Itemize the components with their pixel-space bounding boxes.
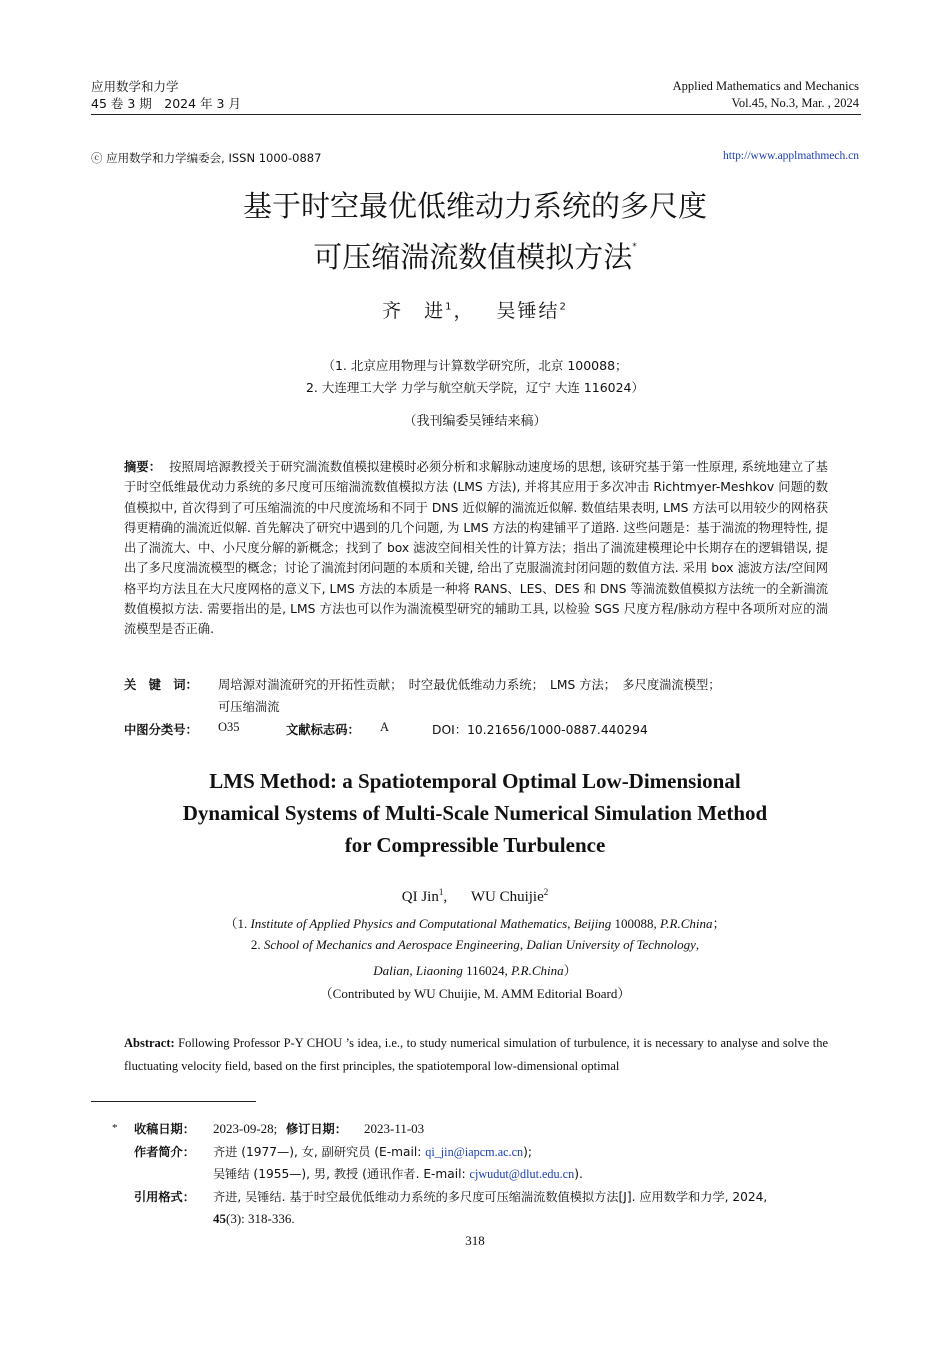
affiliation-en-1: （1. Institute of Applied Physics and Computational Mathematics, Beijing 100088, P.R.China；: [224, 916, 726, 931]
abstract-cn: [124, 457, 828, 640]
abstract-en-text: Following Professor P-Y CHOU ’s idea, i.e., to study numerical simulation of turbulence, it is necessary to analyse and solve the fluctuating velocity field, based on the first principles, the spatiotemporal low-dimensional optimal: [124, 1036, 828, 1073]
footnote-rule: [91, 1101, 256, 1102]
page-number: 318: [465, 1233, 485, 1248]
cite-text: 齐进, 吴锤结. 基于时空最优低维动力系统的多尺度可压缩湍流数值模拟方法[J]. 应用数学和力学, 2024,: [213, 1190, 768, 1204]
authors-cn: 齐 进$^1$， 吴锤结$^2$: [382, 300, 568, 322]
doi: DOI：10.21656/1000-0887.440294: [432, 723, 648, 737]
author-qi-cn: 齐 进: [382, 300, 446, 322]
header-rule: [91, 114, 861, 115]
email-wu-link[interactable]: cjwudut@dlut.edu.cn: [469, 1167, 575, 1181]
clc-label: 中图分类号：: [124, 723, 198, 737]
bio-label: 作者简介：: [134, 1145, 195, 1159]
title-en-line2: Dynamical Systems of Multi-Scale Numerical Simulation Method: [182, 801, 768, 825]
received-value: 2023-09-28;: [213, 1121, 278, 1136]
issue-cn: 45 卷 3 期 2024 年 3 月: [91, 96, 241, 111]
author-wu-cn: 吴锤结: [496, 300, 560, 322]
keywords-line1: 周培源对湍流研究的开拓性贡献； 时空最优低维动力系统； LMS 方法； 多尺度湍流模型；: [218, 678, 721, 692]
revised-label: 修订日期：: [286, 1122, 347, 1136]
copyright-line: ⓒ 应用数学和力学编委会, ISSN 1000-0887: [91, 151, 322, 165]
keywords-line2: 可压缩湍流: [218, 700, 280, 714]
bio-wu: 吴锤结 (1955—), 男, 教授 (通讯作者. E-mail: cjwudut@dlut.edu.cn).: [213, 1167, 583, 1181]
affiliation-cn-1: （1. 北京应用物理与计算数学研究所，北京 100088；: [322, 358, 628, 373]
affiliation-en-2: 2. School of Mechanics and Aerospace Engineering, Dalian University of Technology,: [250, 937, 700, 952]
clc-value: O35: [218, 720, 240, 734]
contributed-cn: （我刊编委吴锤结来稿）: [403, 414, 547, 429]
footnote-star: *: [112, 1122, 118, 1134]
abstract-cn-text: 按照周培源教授关于研究湍流数值模拟建模时必须分析和求解脉动速度场的思想, 该研究基于第一性原理, 系统地建立了基于时空低维最优动力系统的多尺度可压缩湍流数值模拟方法 (LMS 方法), 并将其应用于多次冲击 Richtmyer-Meshkov 问题的数值模拟中, 首次得到了可压缩湍流的中尺度流场和不同于 DNS 近似解的湍流近似解. 数值结果表明, LMS 方法可以用较少的网格获得更精确的湍流近似解. 首先解决了研究中遇到的几个问题, 为 LMS 方法的构建铺平了道路. 这些问题是：基于湍流的物理特性, 提出了湍流大、中、小尺度分解的新概念；找到了 box 滤波空间相关性的计算方法；指出了湍流建模理论中长期存在的逻辑错误, 提出了多尺度湍流模型的概念；讨论了湍流封闭问题的本质和关键, 给出了克服湍流封闭问题的数值方法. 采用 box 滤波方法/空间网格平均方法且在大尺度网格的意义下, LMS 方法的本质是一种将 RANS、LES、DES 和 DNS 等湍流数值模拟方法统一的全新湍流数值模拟方法. 需要指出的是, LMS 方法也可以作为湍流模型研究的辅助工具, 以检验 SGS 尺度方程/脉动方程中各项所对应的湍流模型是否正确.: [124, 460, 828, 637]
author-wu-en: WU Chuijie: [470, 889, 544, 905]
abstract-en-label: Abstract: [124, 1036, 171, 1050]
journal-name-en: Applied Mathematics and Mechanics: [672, 79, 859, 93]
cite-volume: 45(3): 318-336.: [213, 1211, 295, 1226]
cite-label: 引用格式：: [134, 1190, 195, 1204]
author-qi-en: QI Jin: [401, 889, 439, 905]
affiliation-cn-2: 2. 大连理工大学 力学与航空航天学院，辽宁 大连 116024）: [305, 380, 645, 395]
title-footnote-mark[interactable]: *: [632, 242, 637, 252]
title-cn-line2: 可压缩湍流数值模拟方法*: [313, 240, 637, 274]
journal-url[interactable]: http://www.applmathmech.cn: [723, 150, 859, 162]
received-label: 收稿日期：: [134, 1122, 195, 1136]
contributed-en: （Contributed by WU Chuijie, M. AMM Editorial Board）: [319, 986, 631, 1001]
authors-en: QI Jin$^1$, WU Chuijie$^2$: [401, 887, 549, 905]
doc-code-label: 文献标志码：: [286, 723, 360, 737]
journal-name-cn: 应用数学和力学: [91, 79, 179, 94]
affiliation-en-3: Dalian, Liaoning 116024, P.R.China）: [373, 963, 577, 978]
abstract-cn-label: 摘要：: [124, 460, 162, 474]
bio-qi: 齐进 (1977—), 女, 副研究员 (E-mail: qi_jin@iapcm.ac.cn);: [213, 1145, 532, 1159]
email-qi-link[interactable]: qi_jin@iapcm.ac.cn: [425, 1145, 524, 1159]
title-en-line1: LMS Method: a Spatiotemporal Optimal Low-Dimensional: [209, 769, 741, 793]
doc-code-value: A: [380, 720, 390, 734]
title-en-line3: for Compressible Turbulence: [344, 833, 606, 857]
title-cn-line1: 基于时空最优低维动力系统的多尺度: [242, 189, 707, 223]
revised-value: 2023-11-03: [364, 1121, 425, 1136]
keywords-label: 关 键 词：: [124, 678, 198, 692]
abstract-en: Abstract: Following Professor P-Y CHOU ’s idea, i.e., to study numerical simulation of turbulence, it is necessary to analyse and solve the fluctuating velocity field, based on the first principles, the spatiotemporal low-dimensional optimal: [124, 1036, 828, 1073]
issue-en: Vol.45, No.3, Mar. , 2024: [731, 96, 859, 110]
